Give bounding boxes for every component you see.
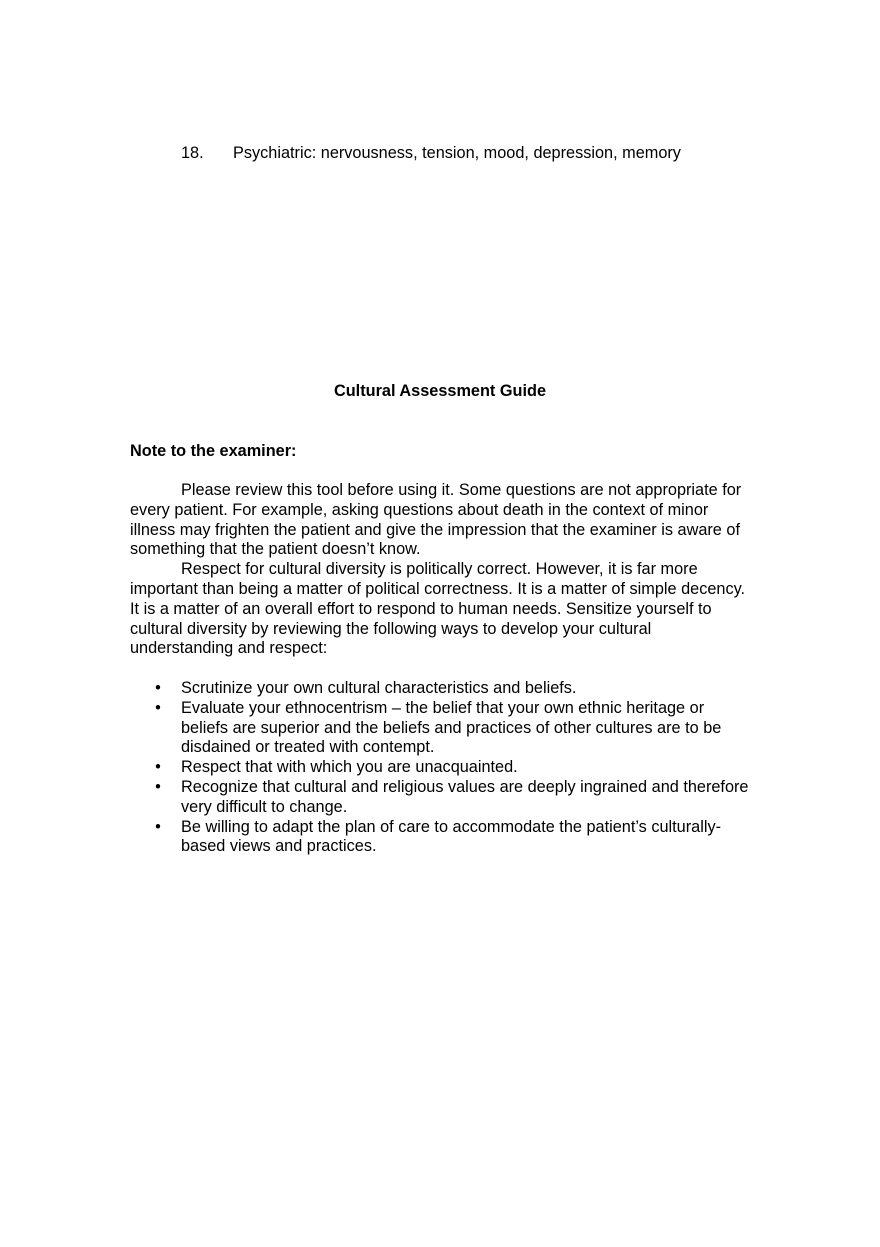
paragraph: Please review this tool before using it. Some questions are not appropriate for every patient. For example, asking questions about death in the context of minor illness may frighten the patient and give the impression that the examiner is aware of something that the patient doesn’t know. (130, 481, 742, 559)
list-item-text: Psychiatric: nervousness, tension, mood, depression, memory (233, 144, 681, 162)
review-list-item (181, 143, 681, 163)
bullet-icon: • (155, 679, 161, 697)
bullet-list (152, 679, 750, 857)
bullet-icon: • (155, 777, 161, 796)
note-heading: Note to the examiner: (130, 442, 297, 460)
list-item-text: Scrutinize your own cultural characteristics and beliefs. (181, 679, 577, 697)
list-item (152, 818, 750, 858)
page-title: Cultural Assessment Guide (333, 382, 546, 400)
list-item (152, 778, 750, 818)
list-item (152, 758, 750, 778)
list-item-text: Recognize that cultural and religious values are deeply ingrained and therefore very difficult to change. (181, 777, 749, 816)
note-body (130, 481, 750, 659)
paragraph: Respect for cultural diversity is politically correct. However, it is far more important than being a matter of political correctness. It is a matter of simple decency. It is a matter of an overall effort to respond to human needs. Sensitize yourself to cultural diversity by reviewing the following ways to develop your cultural understanding and respect: (130, 560, 746, 658)
list-item-number: 18. (181, 144, 204, 162)
bullet-icon: • (155, 758, 161, 777)
bullet-icon: • (155, 698, 161, 717)
list-item-text: Evaluate your ethnocentrism – the belief that your own ethnic heritage or beliefs are superior and the beliefs and practices of other cultures are to be disdained or treated with contempt. (181, 698, 722, 757)
list-item-text: Respect that with which you are unacquainted. (181, 758, 518, 777)
list-item-text: Be willing to adapt the plan of care to accommodate the patient’s culturally-based views and practices. (181, 817, 721, 856)
list-item (152, 699, 750, 758)
bullet-icon: • (155, 817, 161, 836)
list-item (152, 679, 750, 699)
